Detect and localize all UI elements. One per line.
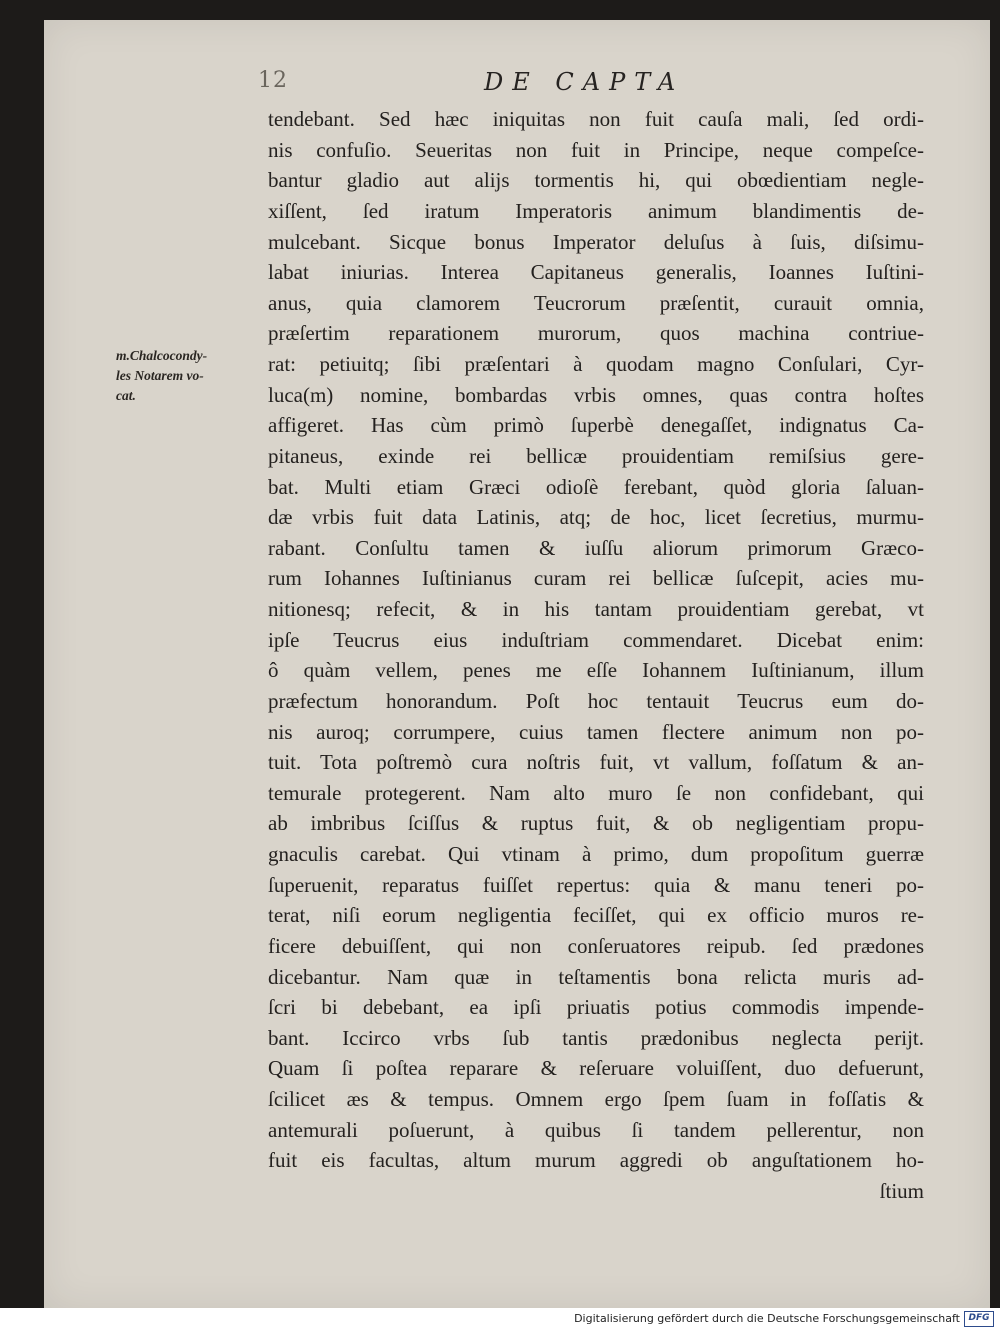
text-line: bantur gladio aut alijs tormentis hi, qui obœdientiam negle- (268, 168, 924, 193)
running-head: DE CAPTA (484, 68, 685, 96)
text-line: rabant. Conſultu tamen & iuſſu aliorum primorum Græco- (268, 535, 924, 560)
text-line: mulcebant. Sicque bonus Imperator deluſus à ſuis, diſsimu- (268, 229, 924, 254)
text-line: rum Iohannes Iuſtinianus curam rei bellicæ ſuſcepit, acies mu- (268, 566, 924, 591)
text-line: Quam ſi poſtea reparare & reſeruare voluiſſent, duo defuerunt, (268, 1056, 924, 1081)
text-line: luca(m) nomine, bombardas vrbis omnes, quas contra hoſtes (268, 382, 924, 407)
text-line: terat, niſi eorum negligentia feciſſet, qui ex officio muros re- (268, 903, 924, 928)
text-line: gnaculis carebat. Qui vtinam à primo, dum propoſitum guerræ (268, 842, 924, 866)
dfg-logo: DFG (964, 1311, 994, 1327)
text-line: dicebantur. Nam quæ in teſtamentis bona relicta muris ad- (268, 964, 924, 989)
marginal-note-line: cat. (116, 388, 136, 403)
text-line: nis auroq; corrumpere, cuius tamen flectere animum non po- (268, 719, 924, 744)
text-line: tuit. Tota poſtremò cura noſtris fuit, vt vallum, foſſatum & an- (268, 750, 924, 775)
text-line: nis confuſio. Seueritas non fuit in Principe, neque compeſce- (268, 137, 924, 162)
text-line: nitionesq; refecit, & in his tantam prouidentiam gerebat, vt (268, 597, 924, 621)
funding-credit: Digitalisierung gefördert durch die Deutsche Forschungsgemeinschaft (574, 1312, 960, 1325)
text-line: præfectum honorandum. Poſt hoc tentauit Teucrus eum do- (268, 688, 924, 713)
text-line: ſcri bi debebant, ea ipſi priuatis potius commodis impende- (268, 995, 924, 1020)
text-line: ſcilicet æs & tempus. Omnem ergo ſpem ſuam in foſſatis & (268, 1087, 924, 1111)
text-line: bat. Multi etiam Græci odioſè ferebant, quòd gloria ſaluan- (268, 474, 924, 499)
text-line: ſuperuenit, reparatus fuiſſet repertus: quia & manu teneri po- (268, 872, 924, 897)
main-text-block (268, 104, 924, 1207)
text-line: temurale protegerent. Nam alto muro ſe non confidebant, qui (268, 780, 924, 805)
text-line: dæ vrbis fuit data Latinis, atq; de hoc, licet ſecretius, murmu- (268, 505, 924, 530)
page-number: 12 (258, 68, 288, 93)
marginal-note (116, 346, 266, 406)
text-line: affigeret. Has cùm primò ſuperbè denegaſſet, indignatus Ca- (268, 413, 924, 438)
text-line: anus, quia clamorem Teucrorum præſentit, curauit omnia, (268, 290, 924, 315)
marginal-note-line: m.Chalcocondy- (116, 348, 208, 363)
text-line: ficere debuiſſent, qui non conſeruatores reipub. ſed prædones (268, 933, 924, 958)
text-line: antemurali poſuerunt, à quibus ſi tandem pellerentur, non (268, 1117, 924, 1142)
text-line: ab imbribus ſciſſus & ruptus fuit, & ob negligentiam propu- (268, 811, 924, 836)
text-line: præſertim reparationem murorum, quos machina contriue- (268, 321, 924, 346)
text-line: ipſe Teucrus eius induſtriam commendaret. Dicebat enim: (268, 627, 924, 652)
text-line: fuit eis facultas, altum murum aggredi ob anguſtationem ho- (268, 1148, 924, 1173)
text-line: tendebant. Sed hæc iniquitas non fuit cauſa mali, ſed ordi- (268, 107, 924, 131)
footer-bar (0, 1308, 1000, 1331)
text-line: labat iniurias. Interea Capitaneus generalis, Ioannes Iuſtini- (268, 260, 924, 285)
marginal-note-line: les Notarem vo- (116, 368, 204, 383)
text-line: xiſſent, ſed iratum Imperatoris animum blandimentis de- (268, 198, 924, 223)
text-line: rat: petiuitq; ſibi præſentari à quodam magno Conſulari, Cyr- (268, 352, 924, 376)
text-line: ô quàm vellem, penes me eſſe Iohannem Iuſtinianum, illum (268, 658, 924, 683)
text-line: bant. Iccirco vrbs ſub tantis prædonibus neglecta perijt. (268, 1025, 924, 1050)
catchword: ſtium (879, 1178, 924, 1203)
text-line: pitaneus, exinde rei bellicæ prouidentiam remiſsius gere- (268, 443, 924, 468)
